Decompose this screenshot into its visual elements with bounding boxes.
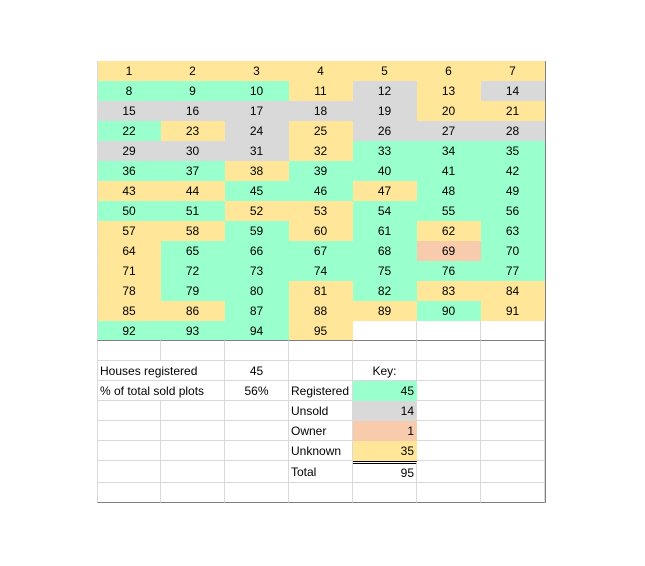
plot-cell[interactable]: 50 <box>97 201 161 221</box>
plot-row <box>97 101 545 121</box>
plot-cell[interactable]: 60 <box>289 221 353 241</box>
cell[interactable] <box>161 461 225 483</box>
plot-cell[interactable]: 5 <box>353 61 417 81</box>
plot-cell[interactable]: 46 <box>289 181 353 201</box>
key-row-unknown <box>97 441 545 461</box>
plot-cell[interactable]: 94 <box>225 321 289 341</box>
plot-cell[interactable]: 66 <box>225 241 289 261</box>
cell[interactable] <box>481 361 545 381</box>
plot-row <box>97 201 545 221</box>
cell[interactable] <box>481 461 545 483</box>
plot-row <box>97 281 545 301</box>
plot-cell[interactable]: 20 <box>417 101 481 121</box>
cell[interactable] <box>161 421 225 441</box>
cell[interactable] <box>97 461 161 483</box>
plot-cell[interactable]: 65 <box>161 241 225 261</box>
plot-cell[interactable]: 72 <box>161 261 225 281</box>
plot-cell[interactable]: 11 <box>289 81 353 101</box>
plot-cell[interactable]: 92 <box>97 321 161 341</box>
plot-cell[interactable]: 63 <box>481 221 545 241</box>
key-unsold-label[interactable]: Unsold <box>289 401 353 421</box>
plot-cell[interactable]: 30 <box>161 141 225 161</box>
plot-cell[interactable]: 53 <box>289 201 353 221</box>
plot-cell[interactable]: 33 <box>353 141 417 161</box>
plot-cell[interactable]: 61 <box>353 221 417 241</box>
cell[interactable] <box>417 483 481 503</box>
sheet-right-border <box>545 61 546 503</box>
plot-cell[interactable]: 52 <box>225 201 289 221</box>
plot-cell[interactable]: 36 <box>97 161 161 181</box>
plot-cell[interactable]: 55 <box>417 201 481 221</box>
cell[interactable] <box>417 361 481 381</box>
houses-registered-value[interactable]: 45 <box>225 361 289 381</box>
cell[interactable] <box>289 483 353 503</box>
cell[interactable] <box>481 441 545 461</box>
plot-cell[interactable]: 69 <box>417 241 481 261</box>
plot-cell[interactable]: 9 <box>161 81 225 101</box>
plot-cell[interactable]: 74 <box>289 261 353 281</box>
plot-cell[interactable]: 56 <box>481 201 545 221</box>
plot-cell[interactable]: 42 <box>481 161 545 181</box>
cell[interactable] <box>225 341 289 361</box>
plot-cell[interactable]: 8 <box>97 81 161 101</box>
cell[interactable] <box>417 401 481 421</box>
plot-row <box>97 141 545 161</box>
cell[interactable] <box>225 441 289 461</box>
plot-cell[interactable]: 83 <box>417 281 481 301</box>
key-unknown-value[interactable]: 35 <box>353 441 417 461</box>
plot-cell[interactable]: 80 <box>225 281 289 301</box>
plot-cell[interactable]: 85 <box>97 301 161 321</box>
plot-cell[interactable]: 82 <box>353 281 417 301</box>
houses-registered-label[interactable]: Houses registered <box>97 361 225 381</box>
plot-cell[interactable]: 7 <box>481 61 545 81</box>
plot-cell[interactable]: 48 <box>417 181 481 201</box>
key-row-unsold <box>97 401 545 421</box>
cell[interactable] <box>161 441 225 461</box>
cell[interactable] <box>417 441 481 461</box>
plot-cell[interactable]: 19 <box>353 101 417 121</box>
plot-cell[interactable]: 90 <box>417 301 481 321</box>
plot-cell[interactable]: 70 <box>481 241 545 261</box>
plot-cell[interactable]: 95 <box>289 321 353 341</box>
summary-row-pct <box>97 381 545 401</box>
plot-cell[interactable]: 67 <box>289 241 353 261</box>
plot-cell[interactable]: 2 <box>161 61 225 81</box>
cell[interactable] <box>417 321 481 341</box>
plot-cell[interactable]: 41 <box>417 161 481 181</box>
plot-cell[interactable]: 27 <box>417 121 481 141</box>
key-owner-label[interactable]: Owner <box>289 421 353 441</box>
plot-cell[interactable]: 22 <box>97 121 161 141</box>
cell[interactable] <box>289 361 353 381</box>
plot-row <box>97 161 545 181</box>
plot-cell[interactable]: 62 <box>417 221 481 241</box>
plot-cell[interactable]: 89 <box>353 301 417 321</box>
key-registered-value[interactable]: 45 <box>353 381 417 401</box>
plot-cell[interactable]: 4 <box>289 61 353 81</box>
cell[interactable] <box>225 421 289 441</box>
pct-sold-label[interactable]: % of total sold plots <box>97 381 225 401</box>
plot-cell[interactable]: 12 <box>353 81 417 101</box>
plot-cell[interactable]: 35 <box>481 141 545 161</box>
key-unknown-label[interactable]: Unknown <box>289 441 353 461</box>
plot-cell[interactable]: 58 <box>161 221 225 241</box>
plot-cell[interactable]: 71 <box>97 261 161 281</box>
cell[interactable] <box>417 461 481 483</box>
plot-cell[interactable]: 24 <box>225 121 289 141</box>
plot-cell[interactable]: 59 <box>225 221 289 241</box>
plot-cell[interactable]: 54 <box>353 201 417 221</box>
spreadsheet-grid <box>97 61 545 503</box>
plot-cell[interactable]: 73 <box>225 261 289 281</box>
plot-cell[interactable]: 17 <box>225 101 289 121</box>
plot-cell[interactable]: 29 <box>97 141 161 161</box>
cell[interactable] <box>161 341 225 361</box>
plot-cell[interactable]: 18 <box>289 101 353 121</box>
plot-row <box>97 121 545 141</box>
plot-cell[interactable]: 45 <box>225 181 289 201</box>
plot-cell[interactable]: 10 <box>225 81 289 101</box>
plot-cell[interactable]: 37 <box>161 161 225 181</box>
plot-cell[interactable]: 43 <box>97 181 161 201</box>
plot-cell[interactable]: 75 <box>353 261 417 281</box>
cell[interactable] <box>417 381 481 401</box>
plot-cell[interactable]: 23 <box>161 121 225 141</box>
plot-cell[interactable]: 13 <box>417 81 481 101</box>
cell[interactable] <box>97 483 161 503</box>
plot-cell[interactable]: 28 <box>481 121 545 141</box>
pct-sold-value[interactable]: 56% <box>225 381 289 401</box>
plot-row <box>97 181 545 201</box>
plot-cell[interactable]: 86 <box>161 301 225 321</box>
cell[interactable] <box>289 341 353 361</box>
plot-cell[interactable]: 78 <box>97 281 161 301</box>
key-unsold-value[interactable]: 14 <box>353 401 417 421</box>
plot-row <box>97 261 545 281</box>
plot-cell[interactable]: 88 <box>289 301 353 321</box>
plot-row <box>97 61 545 81</box>
cell[interactable] <box>225 461 289 483</box>
plot-cell[interactable]: 14 <box>481 81 545 101</box>
plot-cell[interactable]: 87 <box>225 301 289 321</box>
plot-cell[interactable]: 93 <box>161 321 225 341</box>
plot-cell[interactable]: 3 <box>225 61 289 81</box>
cell[interactable] <box>97 441 161 461</box>
key-label[interactable]: Key: <box>353 361 417 381</box>
cell[interactable] <box>353 341 417 361</box>
cell[interactable] <box>417 421 481 441</box>
plot-cell[interactable]: 44 <box>161 181 225 201</box>
plot-cell[interactable]: 57 <box>97 221 161 241</box>
plot-cell[interactable]: 16 <box>161 101 225 121</box>
plot-cell[interactable]: 49 <box>481 181 545 201</box>
plot-cell[interactable]: 64 <box>97 241 161 261</box>
cell[interactable] <box>97 401 161 421</box>
plot-row <box>97 241 545 261</box>
cell[interactable] <box>161 483 225 503</box>
plot-row <box>97 301 545 321</box>
plot-cell[interactable]: 34 <box>417 141 481 161</box>
cell[interactable] <box>481 341 545 361</box>
cell[interactable] <box>353 321 417 341</box>
plot-grid <box>97 61 545 341</box>
summary-row-houses <box>97 361 545 381</box>
cell[interactable] <box>417 341 481 361</box>
cell[interactable] <box>481 401 545 421</box>
cell[interactable] <box>161 401 225 421</box>
plot-cell[interactable]: 1 <box>97 61 161 81</box>
plot-cell[interactable]: 26 <box>353 121 417 141</box>
plot-cell[interactable]: 15 <box>97 101 161 121</box>
key-row-owner <box>97 421 545 441</box>
plot-cell[interactable]: 51 <box>161 201 225 221</box>
blank-row <box>97 483 545 503</box>
plot-row <box>97 81 545 101</box>
plot-cell[interactable]: 32 <box>289 141 353 161</box>
plot-cell[interactable]: 39 <box>289 161 353 181</box>
plot-cell[interactable]: 31 <box>225 141 289 161</box>
key-row-total <box>97 461 545 483</box>
plot-cell[interactable]: 38 <box>225 161 289 181</box>
cell[interactable] <box>481 321 545 341</box>
plot-cell[interactable]: 76 <box>417 261 481 281</box>
cell[interactable] <box>225 483 289 503</box>
plot-cell[interactable]: 77 <box>481 261 545 281</box>
cell[interactable] <box>353 483 417 503</box>
key-owner-value[interactable]: 1 <box>353 421 417 441</box>
plot-cell[interactable]: 91 <box>481 301 545 321</box>
plot-cell[interactable]: 25 <box>289 121 353 141</box>
plot-cell[interactable]: 21 <box>481 101 545 121</box>
plot-cell[interactable]: 81 <box>289 281 353 301</box>
cell[interactable] <box>481 483 545 503</box>
plot-cell[interactable]: 40 <box>353 161 417 181</box>
key-registered-label[interactable]: Registered <box>289 381 353 401</box>
plot-cell[interactable]: 6 <box>417 61 481 81</box>
key-total-value[interactable]: 95 <box>353 461 417 483</box>
plot-row <box>97 321 545 341</box>
cell[interactable] <box>97 341 161 361</box>
cell[interactable] <box>481 381 545 401</box>
plot-cell[interactable]: 68 <box>353 241 417 261</box>
cell[interactable] <box>97 421 161 441</box>
plot-cell[interactable]: 47 <box>353 181 417 201</box>
plot-row <box>97 221 545 241</box>
key-total-label[interactable]: Total <box>289 461 353 483</box>
cell[interactable] <box>481 421 545 441</box>
plot-cell[interactable]: 84 <box>481 281 545 301</box>
plot-cell[interactable]: 79 <box>161 281 225 301</box>
blank-row <box>97 341 545 361</box>
cell[interactable] <box>225 401 289 421</box>
